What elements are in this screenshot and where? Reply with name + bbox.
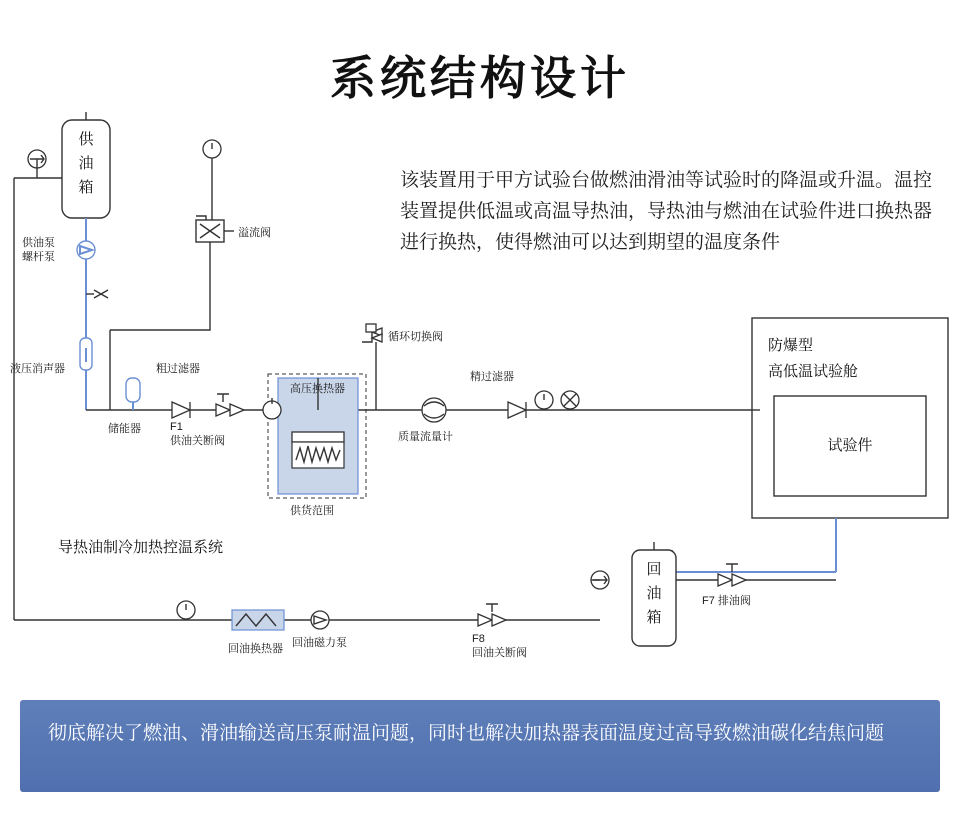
return-shutoff-valve-label-1: F8 — [472, 633, 485, 645]
supply-pump-valve-icon — [86, 290, 108, 298]
supply-tank-label-1: 供 — [78, 131, 94, 148]
accumulator-label: 储能器 — [108, 423, 141, 435]
system-diagram — [0, 110, 960, 680]
drain-valve — [676, 564, 836, 607]
supply-tank-label-2: 油 — [78, 155, 94, 172]
high-pressure-heat-exchanger — [263, 378, 358, 494]
supply-shutoff-valve-label-1: F1 — [170, 421, 183, 433]
hydraulic-silencer-label: 液压消声器 — [10, 363, 65, 375]
test-specimen-label: 试验件 — [827, 437, 873, 454]
circulation-switch-valve — [362, 324, 443, 410]
return-shutoff-valve — [472, 604, 527, 659]
supply-scope-label: 供货范围 — [290, 505, 334, 517]
supply-tank-inlet-gauge-icon — [28, 150, 46, 178]
hydraulic-silencer — [10, 338, 92, 375]
accumulator — [108, 378, 141, 435]
temperature-gauge-icon — [561, 391, 579, 410]
mass-flow-meter — [398, 398, 453, 443]
fine-filter-label: 精过滤器 — [470, 371, 514, 383]
supply-pump-label-2: 螺杆泵 — [22, 251, 55, 263]
return-heat-exchanger — [228, 610, 284, 655]
supply-tank — [62, 120, 110, 218]
test-chamber-title-1: 防爆型 — [768, 337, 814, 354]
footer-text: 彻底解决了燃油、滑油输送高压泵耐温问题，同时也解决加热器表面温度过高导致燃油碳化结焦问题 — [48, 723, 885, 744]
return-tank-inlet-gauge-icon — [591, 571, 609, 589]
description-text: 该装置用于甲方试验台做燃油滑油等试验时的降温或升温。温控装置提供低温或高温导热油，导热油与燃油在试验件进口换热器进行换热，使得燃油可以达到期望的温度条件 — [400, 170, 933, 253]
pressure-gauge-icon — [535, 391, 553, 410]
return-tank-label-1: 回 — [646, 561, 662, 578]
test-chamber-title-2: 高低温试验舱 — [768, 363, 859, 380]
test-chamber — [752, 318, 948, 518]
high-pressure-heat-exchanger-label: 高压换热器 — [290, 383, 345, 395]
drain-valve-label: F7 排油阀 — [702, 595, 751, 607]
return-heat-exchanger-label: 回油换热器 — [228, 643, 283, 655]
return-gauge-icon — [177, 601, 195, 620]
supply-shutoff-valve — [170, 394, 244, 447]
return-shutoff-valve-label-2: 回油关断阀 — [472, 647, 527, 659]
supply-pump-label-1: 供油泵 — [22, 237, 55, 249]
return-tank — [632, 542, 676, 646]
supply-tank-label-3: 箱 — [78, 179, 94, 196]
return-tank-label-3: 箱 — [646, 609, 662, 626]
page-title: 系统结构设计 — [330, 52, 630, 104]
supply-pump — [22, 235, 95, 263]
overflow-valve-label: 溢流阀 — [238, 227, 271, 239]
return-magnetic-pump-label: 回油磁力泵 — [292, 637, 347, 649]
supply-shutoff-valve-label-2: 供油关断阀 — [170, 435, 225, 447]
circulation-switch-valve-label: 循环切换阀 — [388, 331, 443, 343]
system-label: 导热油制冷加热控温系统 — [58, 539, 224, 556]
return-tank-label-2: 油 — [646, 585, 662, 602]
return-magnetic-pump — [292, 611, 347, 649]
footer-banner — [20, 700, 940, 792]
mass-flow-meter-label: 质量流量计 — [398, 431, 453, 443]
coarse-filter-label: 粗过滤器 — [156, 363, 200, 375]
